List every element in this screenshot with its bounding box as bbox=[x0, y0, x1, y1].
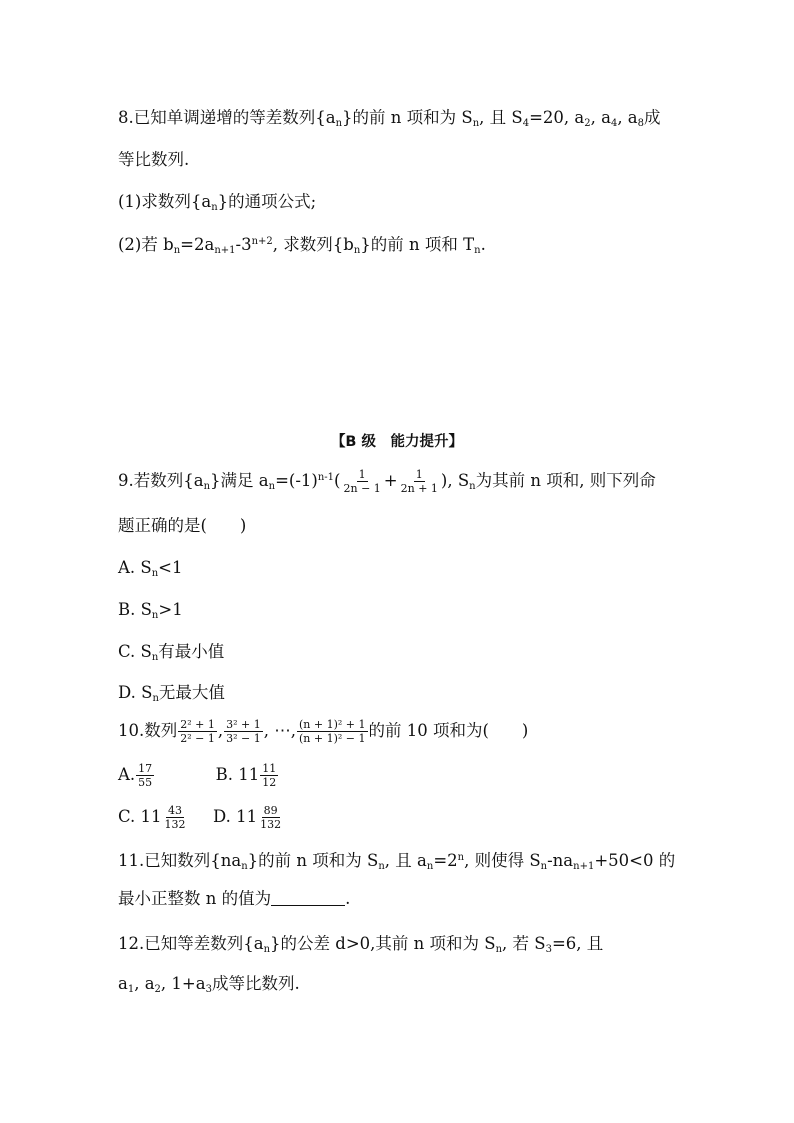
section-title: 【B 级 能力提升】 bbox=[330, 434, 464, 450]
denominator: 12 bbox=[262, 776, 277, 789]
text: }的前 n 项和为 S bbox=[342, 108, 473, 127]
text: }的通项公式; bbox=[217, 192, 317, 211]
subscript: 2 bbox=[584, 118, 591, 129]
text: 为其前 n 项和, 则下列命 bbox=[475, 471, 656, 490]
subscript: 4 bbox=[610, 118, 618, 129]
text: B. 11 bbox=[215, 765, 260, 784]
fraction bbox=[258, 804, 283, 831]
text: . bbox=[345, 889, 351, 908]
numerator: 11 bbox=[262, 762, 277, 775]
q11-line1 bbox=[118, 846, 675, 879]
text: <1 bbox=[158, 558, 183, 577]
q9-option-d bbox=[118, 681, 225, 711]
subscript: n bbox=[151, 652, 159, 663]
denominator: 55 bbox=[138, 776, 153, 789]
q9-line2: 题正确的是( ) bbox=[118, 516, 247, 535]
numerator: 1 bbox=[358, 468, 366, 481]
subscript: n bbox=[495, 944, 503, 955]
text: -na bbox=[547, 851, 574, 870]
text: , 1+a bbox=[160, 974, 206, 993]
subscript: n bbox=[469, 481, 476, 492]
q12-line1 bbox=[118, 932, 603, 962]
text: , 若 S bbox=[502, 934, 546, 953]
answer-blank[interactable] bbox=[271, 887, 345, 906]
superscript: n bbox=[457, 852, 465, 863]
subscript: n bbox=[203, 481, 211, 492]
numerator: (n + 1)² + 1 bbox=[299, 718, 366, 731]
numerator: 1 bbox=[415, 468, 423, 481]
denominator: (n + 1)² − 1 bbox=[299, 732, 366, 745]
q10-line1 bbox=[118, 718, 528, 745]
q10-options-ab bbox=[118, 762, 279, 789]
text: 有最小值 bbox=[158, 642, 225, 661]
text: , 且 S bbox=[479, 108, 523, 127]
subscript: n bbox=[268, 481, 276, 492]
subscript: n bbox=[472, 118, 480, 129]
denominator: 132 bbox=[260, 818, 282, 831]
subscript: n bbox=[353, 245, 361, 256]
q8-part2 bbox=[118, 230, 486, 263]
fraction bbox=[341, 468, 382, 495]
subscript: n bbox=[151, 568, 159, 579]
text: D. 11 bbox=[213, 807, 258, 826]
q11-line2 bbox=[118, 887, 350, 911]
fraction bbox=[297, 718, 368, 745]
text: 10.数列 bbox=[118, 721, 178, 740]
text: }的公差 d>0,其前 n 项和为 S bbox=[270, 934, 496, 953]
text: , 求数列{b bbox=[272, 235, 354, 254]
text: , a bbox=[617, 108, 638, 127]
text: =2 bbox=[433, 851, 458, 870]
superscript: n-1 bbox=[317, 472, 335, 483]
q9-option-b bbox=[118, 598, 183, 628]
text: , 则使得 S bbox=[464, 851, 541, 870]
text: A. S bbox=[118, 558, 152, 577]
subscript: 1 bbox=[127, 984, 135, 995]
text: 11.已知数列{na bbox=[118, 851, 242, 870]
q9-option-c bbox=[118, 640, 224, 670]
text: ( bbox=[334, 471, 341, 490]
subscript: n bbox=[211, 202, 218, 213]
numerator: 3² + 1 bbox=[226, 718, 261, 731]
subscript: n+1 bbox=[573, 861, 595, 872]
q9-option-a bbox=[118, 556, 183, 586]
text: (1)求数列{a bbox=[118, 192, 212, 211]
subscript: n bbox=[152, 693, 159, 704]
numerator: 2² + 1 bbox=[180, 718, 215, 731]
subscript: 3 bbox=[545, 944, 552, 955]
subscript: n bbox=[540, 861, 548, 872]
text: C. S bbox=[118, 642, 152, 661]
subscript: 2 bbox=[154, 984, 161, 995]
subscript: n bbox=[335, 118, 343, 129]
subscript: 8 bbox=[637, 118, 645, 129]
numerator: 17 bbox=[138, 762, 153, 775]
superscript: n+2 bbox=[251, 236, 273, 247]
subscript: n bbox=[426, 861, 434, 872]
text: 12.已知等差数列{a bbox=[118, 934, 264, 953]
text: (2)若 b bbox=[118, 235, 174, 254]
text: , a bbox=[590, 108, 611, 127]
text: }的前 n 项和 T bbox=[360, 235, 475, 254]
text: =6, 且 bbox=[551, 934, 604, 953]
denominator: 132 bbox=[164, 818, 186, 831]
q12-line2 bbox=[118, 972, 300, 1002]
text: B. S bbox=[118, 600, 152, 619]
q9-line1 bbox=[118, 466, 656, 499]
text: 成 bbox=[644, 108, 661, 127]
text: =2a bbox=[180, 235, 215, 254]
numerator: 43 bbox=[168, 804, 183, 817]
q10-options-cd bbox=[118, 804, 284, 831]
text: }的前 n 项和为 S bbox=[247, 851, 379, 870]
denominator: 2n − 1 bbox=[343, 482, 381, 495]
text: a bbox=[118, 974, 128, 993]
numerator: 89 bbox=[263, 804, 278, 817]
q8-line2: 等比数列. bbox=[118, 150, 190, 169]
fraction bbox=[163, 804, 188, 831]
fraction bbox=[178, 718, 217, 745]
q8-part1 bbox=[118, 190, 316, 220]
text: . bbox=[480, 235, 486, 254]
text: 的前 10 项和为( ) bbox=[368, 721, 529, 740]
subscript: n bbox=[378, 861, 385, 872]
text: ), S bbox=[440, 471, 470, 490]
text: 8.已知单调递增的等差数列{a bbox=[118, 108, 336, 127]
text: }满足 a bbox=[210, 471, 269, 490]
text: D. S bbox=[118, 683, 153, 702]
subscript: 3 bbox=[205, 984, 212, 995]
subscript: n bbox=[151, 610, 159, 621]
text: , a bbox=[134, 974, 155, 993]
text: 最小正整数 n 的值为 bbox=[118, 889, 272, 908]
text: , ⋯, bbox=[263, 721, 296, 740]
text: >1 bbox=[158, 600, 183, 619]
subscript: 4 bbox=[522, 118, 530, 129]
text: , bbox=[217, 721, 224, 740]
text: 9.若数列{a bbox=[118, 471, 204, 490]
subscript: n bbox=[474, 245, 481, 256]
fraction bbox=[399, 468, 440, 495]
subscript: n bbox=[263, 944, 271, 955]
subscript: n bbox=[173, 245, 181, 256]
fraction bbox=[136, 762, 154, 789]
denominator: 2² − 1 bbox=[180, 732, 215, 745]
text: + bbox=[383, 471, 398, 490]
text: =20, a bbox=[529, 108, 585, 127]
q8-line1 bbox=[118, 106, 661, 136]
fraction bbox=[224, 718, 263, 745]
fraction bbox=[260, 762, 278, 789]
text: +50<0 的 bbox=[594, 851, 676, 870]
text: 无最大值 bbox=[158, 683, 225, 702]
text: C. 11 bbox=[118, 807, 162, 826]
text: =(-1) bbox=[275, 471, 318, 490]
text: 成等比数列. bbox=[211, 974, 300, 993]
denominator: 2n + 1 bbox=[400, 482, 438, 495]
text: -3 bbox=[235, 235, 252, 254]
subscript: n+1 bbox=[214, 245, 236, 256]
text: , 且 a bbox=[384, 851, 427, 870]
denominator: 3² − 1 bbox=[226, 732, 261, 745]
text: A. bbox=[118, 765, 136, 784]
subscript: n bbox=[241, 861, 248, 872]
